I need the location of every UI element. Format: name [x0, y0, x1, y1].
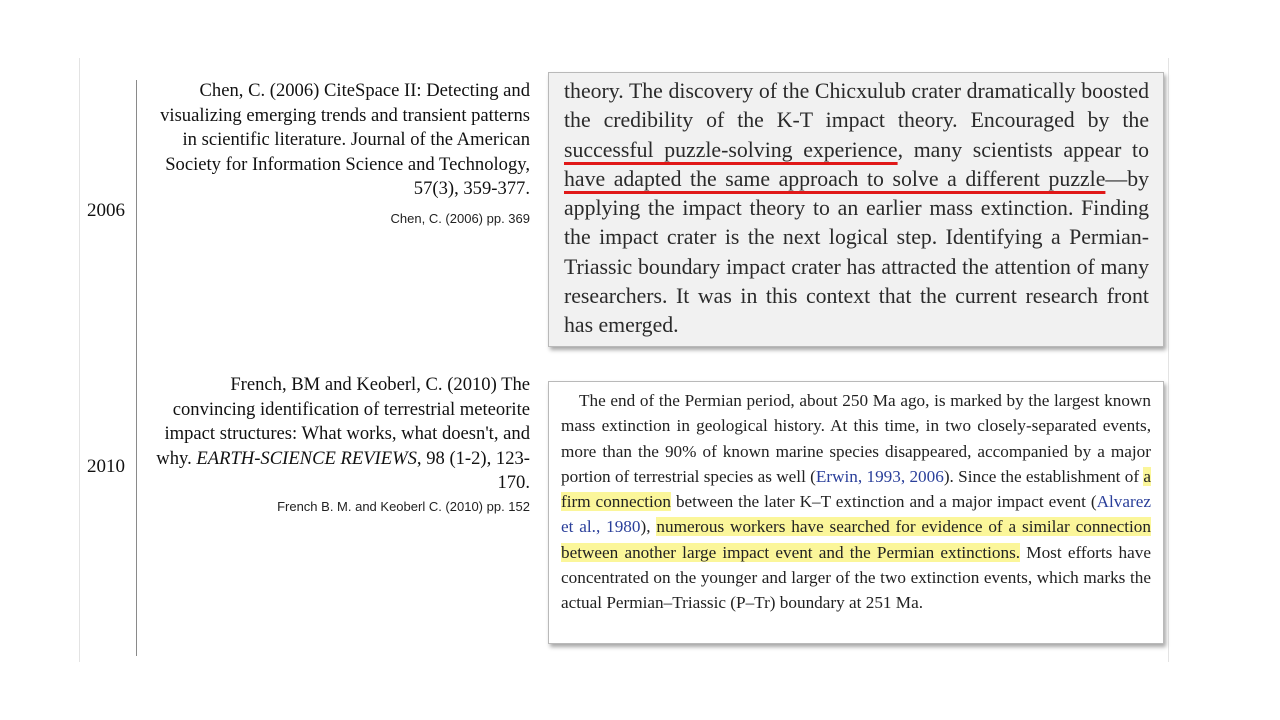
underlined-phrase: have adapted the same approach to solve a different puzzle — [564, 166, 1106, 191]
highlighted-phrase: a firm connection — [561, 466, 1151, 512]
excerpt-text-segment: Most efforts have concentrated on the younger and larger of the two extinction events, which marks the actual Permian–Triassic (P–Tr) boundary at 251 Ma. — [561, 542, 1151, 613]
citation-chen-2006: Chen, C. (2006) pp. 369 — [390, 211, 530, 226]
excerpt-french-text — [561, 388, 1151, 616]
excerpt-chen-text — [564, 77, 1149, 341]
excerpt-text-segment: between the later K–T extinction and a major impact event ( — [670, 492, 1097, 512]
excerpt-text-segment: , many scientists appear to — [897, 137, 1150, 162]
timeline-axis — [136, 80, 137, 656]
excerpt-chen-2006 — [548, 72, 1164, 347]
citation-french-2010: French B. M. and Keoberl C. (2010) pp. 152 — [277, 499, 530, 514]
highlighted-phrase: numerous workers have searched for evidence of a similar connection between another large impact event and the Permian extinctions. — [561, 517, 1151, 562]
excerpt-text-segment: theory. The discovery of the Chicxulub crater dramatically boosted the credibility of the K-T impact theory. Encouraged by the — [564, 79, 1149, 133]
excerpt-text-segment: The end of the Permian period, about 250 Ma ago, is marked by the largest known mass extinction in geological history. At this time, in two closely-separated events, more than the 90% of known marine species disappeared, accompanied by a major portion of terrestrial species as well ( — [561, 391, 1151, 486]
slide-frame-right — [1168, 58, 1169, 662]
citation-link[interactable]: Alvarez et al., 1980 — [561, 492, 1151, 537]
year-label-2006: 2006 — [87, 200, 125, 221]
reference-french-2010 — [150, 373, 530, 496]
excerpt-text-segment: ). Since the establishment of — [943, 466, 1144, 486]
slide-frame-left — [79, 58, 80, 662]
excerpt-text-segment: ), — [640, 517, 657, 537]
reference-text: , 98 (1-2), 123-170. — [416, 447, 530, 493]
citation-link[interactable]: Erwin, 1993, 2006 — [815, 466, 944, 486]
excerpt-text-segment: —by applying the impact theory to an earlier mass extinction. Finding the impact crater is the next logical step. Identifying a Permian-Triassic boundary impact crater has attracted the attention of many researchers. It was in this context that the current research front has emerged. — [564, 166, 1149, 338]
underlined-phrase: successful puzzle-solving experience — [564, 137, 898, 162]
reference-journal: EARTH-SCIENCE REVIEWS — [196, 447, 417, 469]
reference-text: French, BM and Keoberl, C. (2010) The convincing identification of terrestrial meteorite impact structures: What works, what doesn't, and why. — [156, 374, 530, 469]
excerpt-french-2010 — [548, 381, 1164, 644]
reference-chen-2006: Chen, C. (2006) CiteSpace II: Detecting and visualizing emerging trends and transient patterns in scientific literature. Journal of the American Society for Information Science and Technology, 57(3), 359-377. — [160, 80, 530, 199]
year-label-2010: 2010 — [87, 456, 125, 477]
